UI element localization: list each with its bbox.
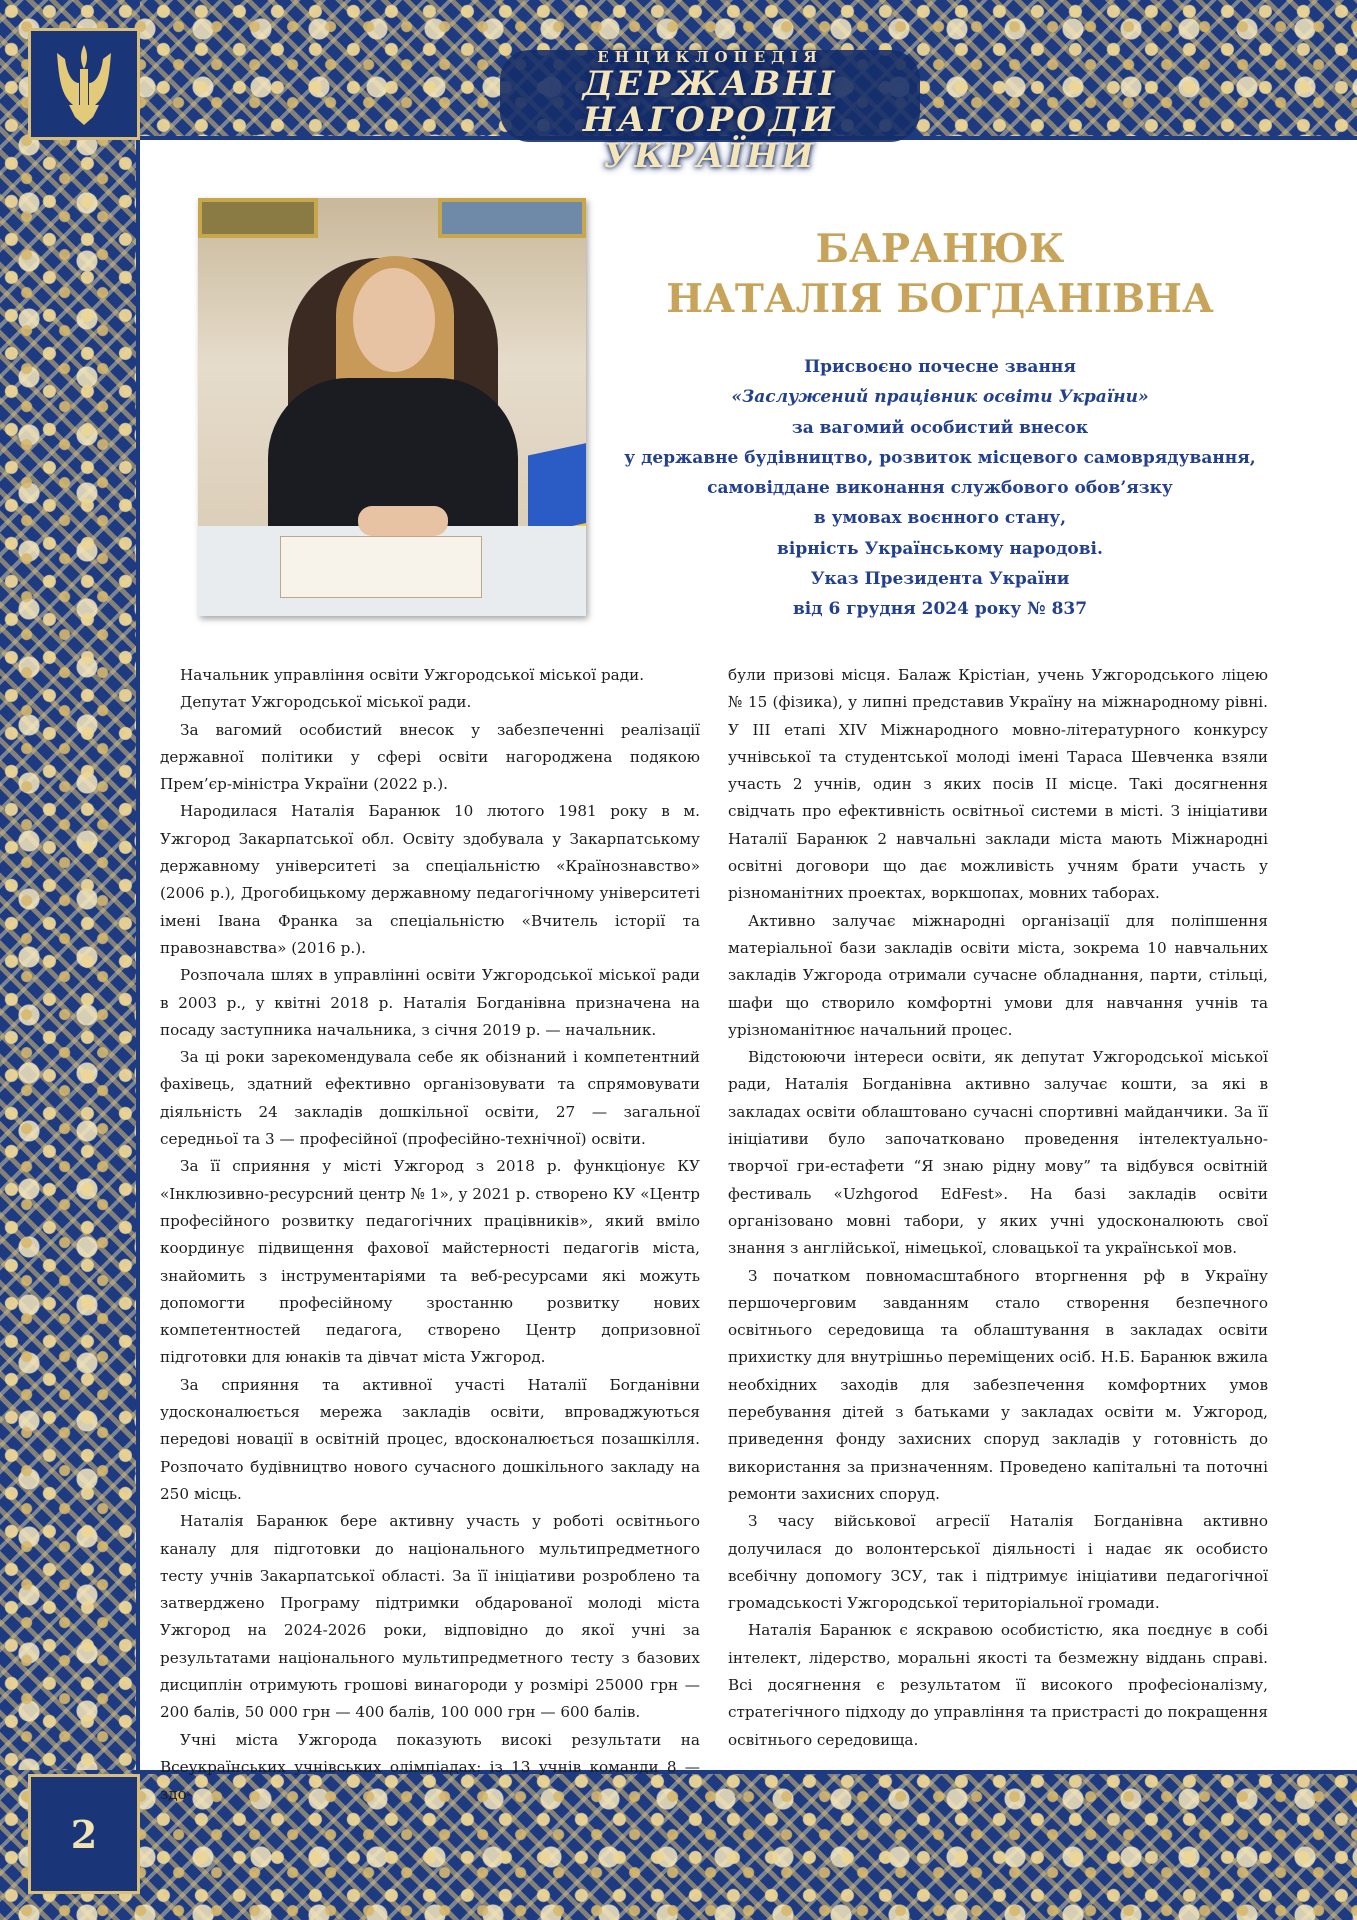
header-title-line1: ДЕРЖАВНІ НАГОРОДИ <box>582 64 838 140</box>
body-column-right <box>728 662 1268 1754</box>
body-paragraph: За ці роки зарекомендувала себе як обізнаний і компетентний фахівець, здатний ефективно організовувати та спрямовувати діяльність 24 закладів дошкільної освіти, 27 — загальної середньої та 3 — професійної (професійно-технічної) освіти. <box>160 1048 700 1149</box>
portrait-photo <box>198 198 586 616</box>
body-paragraph: Учні міста Ужгорода показують високі результати на Всеукраїнських учнівських олімпіадах: із 13 учнів команди 8 — здо- <box>160 1730 700 1804</box>
award-line: за вагомий особистий внесок <box>791 417 1089 438</box>
award-line: самовіддане виконання службового обов’язку <box>707 478 1173 499</box>
body-paragraph: Начальник управління освіти Ужгородської міської ради. <box>180 666 645 684</box>
award-line: Указ Президента України <box>810 569 1070 590</box>
body-paragraph: За її сприяння у місті Ужгород з 2018 р. функціонує КУ «Інклюзивно-ресурсний центр № 1», у 2021 р. створено КУ «Центр професійного розвитку педагогічних працівників», який вміло координує підвищення фахової майстерності педагогів міста, знайомить з інструментаріями та веб-ресурсами які можуть допомогти професійному зростанню розвитку нових компетентностей педагога, створено Центр допризовної підготовки для юнаків та дівчат міста Ужгород. <box>160 1157 700 1367</box>
award-line: «Заслужений працівник освіти України» <box>731 387 1149 408</box>
person-surname: БАРАНЮК <box>815 226 1065 272</box>
photo-hands <box>358 506 448 536</box>
body-paragraph: З часу військової агресії Наталія Богданівна активно долучилася до волонтерської діяльності і надає як особисто всебічну допомогу ЗСУ, так і підтримує ініціативи педагогічної громадськості Ужгородської територіальної громади. <box>728 1512 1268 1613</box>
body-paragraph: З початком повномасштабного вторгнення рф в Україну першочерговим завданням стало створення безпечного освітнього середовища та облаштування в закладах освіти прихистку для внутрішньо переміщених осіб. Н.Б. Баранюк вжила необхідних заходів для забезпечення комфортних умов перебування дітей з батьками у закладах освіти м. Ужгород, приведення фонду захисних споруд закладів у готовність до використання за призначенням. Проведено капітальні та поточні ремонти захисних споруд. <box>728 1266 1268 1503</box>
header-title-line2: УКРАЇНИ <box>603 136 817 176</box>
body-paragraph: За сприяння та активної участі Наталії Богданівни удосконалюється мережа закладів освіти, впроваджуються передові новації в освітній процес, вдосконалюється позашкілля. Розпочато будівництво нового сучасного дошкільного закладу на 250 місць. <box>160 1375 700 1503</box>
person-name <box>620 224 1260 324</box>
frame-line-left <box>136 136 140 1774</box>
body-paragraph: Відстоюючи інтереси освіти, як депутат Ужгородської міської ради, Наталія Богданівна активно залучає кошти, за які в закладах освіти облаштовано сучасні спортивні майданчики. За її ініціативи було започатковано проведення інтелектуально-творчої гри-естафети “Я знаю рідну мову” та відбувся освітній фестиваль «Uzhgorod EdFest». На базі закладів освіти організовано мовні табори, у яких учні удосконалюють свої знання з англійської, німецької, словацької та української мов. <box>728 1048 1268 1258</box>
body-paragraph: Наталія Баранюк бере активну участь у роботі освітнього каналу для підготовки до національного мультипредметного тесту учнів Закарпатської області. За її ініціативи розроблено та затверджено Програму підтримки обдарованої молоді міста Ужгород на 2024-2026 роки, відповідно до якої учні за результатами національного мультипредметного тесту з базових дисциплін отримують грошові винагороди у розмірі 25000 грн — 200 балів, 50 000 грн — 400 балів, 100 000 грн — 600 балів. <box>160 1512 700 1722</box>
award-line: в умовах воєнного стану, <box>813 508 1067 529</box>
body-paragraph: За вагомий особистий внесок у забезпеченні реалізації державної політики у сфері освіти нагороджена подякою Прем’єр-міністра України (2022 р.). <box>160 720 700 794</box>
body-column-left <box>160 662 700 1808</box>
photo-flag-blue <box>528 441 586 536</box>
body-paragraph: Народилася Наталія Баранюк 10 лютого 1981 року в м. Ужгород Закарпатської обл. Освіту здобувала у Закарпатському державному університеті за спеціальністю «Країнознавство» (2006 р.), Дрогобицькому державному педагогічному університеті імені Івана Франка за спеціальністю «Вчитель історії та правознавства» (2016 р.). <box>160 802 700 957</box>
person-given-names: НАТАЛІЯ БОГДАНІВНА <box>666 276 1214 322</box>
body-paragraph: Депутат Ужгородської міської ради. <box>180 693 472 712</box>
photo-painting-right <box>438 198 586 238</box>
ornament-left-border <box>0 0 140 1920</box>
award-line: від 6 грудня 2024 року № 837 <box>792 599 1088 620</box>
header-series-label: ЕНЦИКЛОПЕДІЯ <box>597 48 823 66</box>
encyclopedia-header <box>470 48 950 176</box>
trident-coat-of-arms-icon <box>49 39 119 129</box>
body-paragraph: Наталія Баранюк є яскравою особистістю, яка поєднує в собі інтелект, лідерство, моральні якості та безмежну віддань справі. Всі досягнення є результатом її високого професіоналізму, стратегічного підходу до управління та пристрасті до покращення освітнього середовища. <box>728 1621 1268 1749</box>
body-paragraph: Активно залучає міжнародні організації для поліпшення матеріальної бази закладів освіти міста, зокрема 10 навчальних закладів Ужгорода отримали сучасне обладнання, парти, стільці, шафи що створило комфортні умови для навчання учнів та урізноманітнює начальний процес. <box>728 911 1268 1039</box>
award-line: Присвоєно почесне звання <box>804 357 1076 377</box>
emblem-box <box>28 28 140 140</box>
award-line: вірність Українському народові. <box>777 538 1103 559</box>
body-paragraph: були призові місця. Балаж Крістіан, учень Ужгородського ліцею № 15 (фізика), у липні представив Україну на міжнародному рівні. У ІІІ етапі XIV Міжнародного мовно-літературного конкурсу учнівської та студентської молоді імені Тараса Шевченка взяли участь 2 учнів, один з яких посів ІІ місце. Такі досягнення свідчать про ефективність освітньої системи в місті. З ініціативи Наталії Баранюк 2 навчальні заклади міста мають Міжнародні освітні договори що дає можливість учням брати участь у різноманітних проектах, воркшопах, мовних таборах. <box>728 666 1268 903</box>
body-paragraph: Розпочала шлях в управлінні освіти Ужгородської міської ради в 2003 р., у квітні 2018 р. Наталія Богданівна призначена на посаду заступника начальника, з січня 2019 р. — начальник. <box>160 966 700 1039</box>
photo-book <box>280 536 482 598</box>
award-text <box>620 352 1260 625</box>
photo-painting-left <box>198 198 318 238</box>
page-number: 2 <box>28 1774 140 1894</box>
award-line: у державне будівництво, розвиток місцевого самоврядування, <box>624 447 1256 468</box>
photo-face <box>353 268 435 372</box>
